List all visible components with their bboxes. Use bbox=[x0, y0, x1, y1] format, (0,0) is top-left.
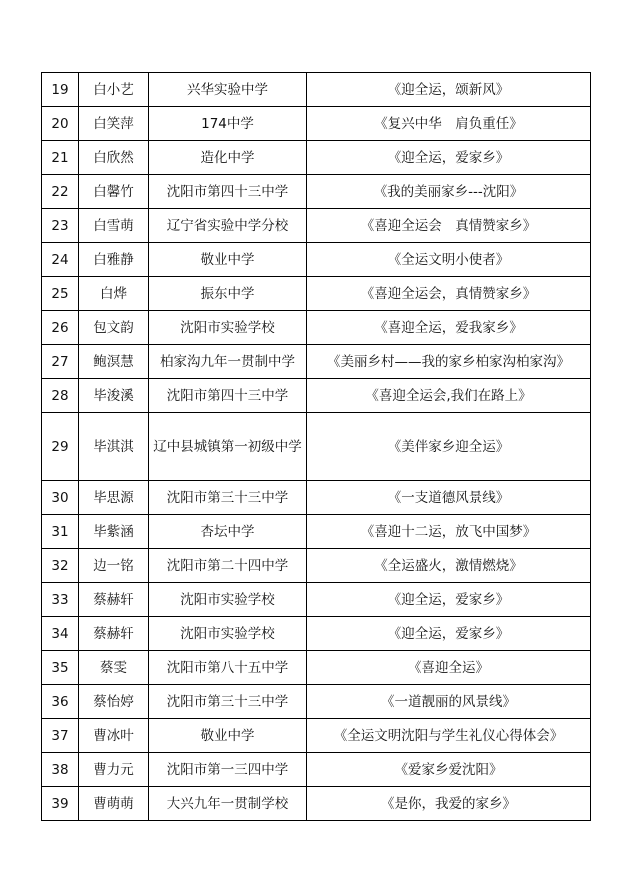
work-title-cell: 《全运盛火，激情燃烧》 bbox=[307, 549, 591, 583]
row-number-cell: 23 bbox=[42, 209, 79, 243]
work-title-cell: 《迎全运，爱家乡》 bbox=[307, 617, 591, 651]
work-title-cell: 《复兴中华 肩负重任》 bbox=[307, 107, 591, 141]
row-number-cell: 22 bbox=[42, 175, 79, 209]
work-title-cell: 《美伴家乡迎全运》 bbox=[307, 413, 591, 481]
table-row bbox=[42, 651, 591, 685]
row-number-cell: 25 bbox=[42, 277, 79, 311]
table-row bbox=[42, 583, 591, 617]
school-name-cell: 沈阳市第三十三中学 bbox=[149, 685, 307, 719]
row-number-cell: 31 bbox=[42, 515, 79, 549]
school-name-cell: 沈阳市第二十四中学 bbox=[149, 549, 307, 583]
school-name-cell: 沈阳市第四十三中学 bbox=[149, 379, 307, 413]
student-name-cell: 白雅静 bbox=[79, 243, 149, 277]
work-title-cell: 《美丽乡村——我的家乡柏家沟柏家沟》 bbox=[307, 345, 591, 379]
table-row bbox=[42, 209, 591, 243]
work-title-cell: 《我的美丽家乡---沈阳》 bbox=[307, 175, 591, 209]
student-name-cell: 毕思源 bbox=[79, 481, 149, 515]
student-name-cell: 曹冰叶 bbox=[79, 719, 149, 753]
school-name-cell: 敬业中学 bbox=[149, 719, 307, 753]
table-row bbox=[42, 753, 591, 787]
student-name-cell: 毕浚溪 bbox=[79, 379, 149, 413]
student-name-cell: 白小艺 bbox=[79, 73, 149, 107]
row-number-cell: 38 bbox=[42, 753, 79, 787]
school-name-cell: 沈阳市第一三四中学 bbox=[149, 753, 307, 787]
student-name-cell: 蔡赫轩 bbox=[79, 583, 149, 617]
work-title-cell: 《迎全运，爱家乡》 bbox=[307, 583, 591, 617]
student-name-cell: 边一铭 bbox=[79, 549, 149, 583]
table-row bbox=[42, 243, 591, 277]
table-row bbox=[42, 787, 591, 821]
table-row bbox=[42, 345, 591, 379]
table-row bbox=[42, 311, 591, 345]
school-name-cell: 振东中学 bbox=[149, 277, 307, 311]
student-name-cell: 白雪萌 bbox=[79, 209, 149, 243]
entries-table-body bbox=[42, 73, 591, 821]
work-title-cell: 《喜迎全运会,我们在路上》 bbox=[307, 379, 591, 413]
row-number-cell: 32 bbox=[42, 549, 79, 583]
row-number-cell: 36 bbox=[42, 685, 79, 719]
school-name-cell: 柏家沟九年一贯制中学 bbox=[149, 345, 307, 379]
row-number-cell: 29 bbox=[42, 413, 79, 481]
table-row bbox=[42, 719, 591, 753]
school-name-cell: 杏坛中学 bbox=[149, 515, 307, 549]
row-number-cell: 24 bbox=[42, 243, 79, 277]
table-row bbox=[42, 73, 591, 107]
row-number-cell: 20 bbox=[42, 107, 79, 141]
work-title-cell: 《一支道德风景线》 bbox=[307, 481, 591, 515]
school-name-cell: 辽宁省实验中学分校 bbox=[149, 209, 307, 243]
table-row bbox=[42, 617, 591, 651]
work-title-cell: 《迎全运，爱家乡》 bbox=[307, 141, 591, 175]
table-row bbox=[42, 549, 591, 583]
row-number-cell: 26 bbox=[42, 311, 79, 345]
row-number-cell: 37 bbox=[42, 719, 79, 753]
row-number-cell: 34 bbox=[42, 617, 79, 651]
table-row bbox=[42, 107, 591, 141]
student-name-cell: 白烨 bbox=[79, 277, 149, 311]
work-title-cell: 《全运文明沈阳与学生礼仪心得体会》 bbox=[307, 719, 591, 753]
student-name-cell: 曹萌萌 bbox=[79, 787, 149, 821]
work-title-cell: 《喜迎全运，爱我家乡》 bbox=[307, 311, 591, 345]
school-name-cell: 沈阳市第三十三中学 bbox=[149, 481, 307, 515]
row-number-cell: 30 bbox=[42, 481, 79, 515]
school-name-cell: 174中学 bbox=[149, 107, 307, 141]
school-name-cell: 造化中学 bbox=[149, 141, 307, 175]
work-title-cell: 《爱家乡爱沈阳》 bbox=[307, 753, 591, 787]
school-name-cell: 沈阳市实验学校 bbox=[149, 583, 307, 617]
school-name-cell: 沈阳市第八十五中学 bbox=[149, 651, 307, 685]
row-number-cell: 27 bbox=[42, 345, 79, 379]
table-row bbox=[42, 515, 591, 549]
school-name-cell: 沈阳市实验学校 bbox=[149, 617, 307, 651]
row-number-cell: 19 bbox=[42, 73, 79, 107]
work-title-cell: 《喜迎全运会，真情赞家乡》 bbox=[307, 277, 591, 311]
table-row bbox=[42, 413, 591, 481]
school-name-cell: 大兴九年一贯制学校 bbox=[149, 787, 307, 821]
table-row bbox=[42, 379, 591, 413]
school-name-cell: 沈阳市第四十三中学 bbox=[149, 175, 307, 209]
work-title-cell: 《喜迎全运》 bbox=[307, 651, 591, 685]
row-number-cell: 35 bbox=[42, 651, 79, 685]
student-name-cell: 鲍溟慧 bbox=[79, 345, 149, 379]
student-name-cell: 包文韵 bbox=[79, 311, 149, 345]
student-name-cell: 蔡赫轩 bbox=[79, 617, 149, 651]
entries-table bbox=[41, 72, 591, 821]
school-name-cell: 沈阳市实验学校 bbox=[149, 311, 307, 345]
table-row bbox=[42, 277, 591, 311]
work-title-cell: 《喜迎全运会 真情赞家乡》 bbox=[307, 209, 591, 243]
table-row bbox=[42, 481, 591, 515]
student-name-cell: 毕紫涵 bbox=[79, 515, 149, 549]
table-row bbox=[42, 141, 591, 175]
student-name-cell: 白笑萍 bbox=[79, 107, 149, 141]
student-name-cell: 白欣然 bbox=[79, 141, 149, 175]
school-name-cell: 兴华实验中学 bbox=[149, 73, 307, 107]
student-name-cell: 白馨竹 bbox=[79, 175, 149, 209]
row-number-cell: 21 bbox=[42, 141, 79, 175]
work-title-cell: 《是你，我爱的家乡》 bbox=[307, 787, 591, 821]
work-title-cell: 《喜迎十二运，放飞中国梦》 bbox=[307, 515, 591, 549]
row-number-cell: 33 bbox=[42, 583, 79, 617]
table-row bbox=[42, 685, 591, 719]
row-number-cell: 28 bbox=[42, 379, 79, 413]
student-name-cell: 曹力元 bbox=[79, 753, 149, 787]
student-name-cell: 蔡怡婷 bbox=[79, 685, 149, 719]
table-row bbox=[42, 175, 591, 209]
work-title-cell: 《迎全运，颂新风》 bbox=[307, 73, 591, 107]
work-title-cell: 《全运文明小使者》 bbox=[307, 243, 591, 277]
row-number-cell: 39 bbox=[42, 787, 79, 821]
student-name-cell: 毕淇淇 bbox=[79, 413, 149, 481]
student-name-cell: 蔡雯 bbox=[79, 651, 149, 685]
work-title-cell: 《一道靓丽的风景线》 bbox=[307, 685, 591, 719]
school-name-cell: 辽中县城镇第一初级中学 bbox=[149, 413, 307, 481]
school-name-cell: 敬业中学 bbox=[149, 243, 307, 277]
